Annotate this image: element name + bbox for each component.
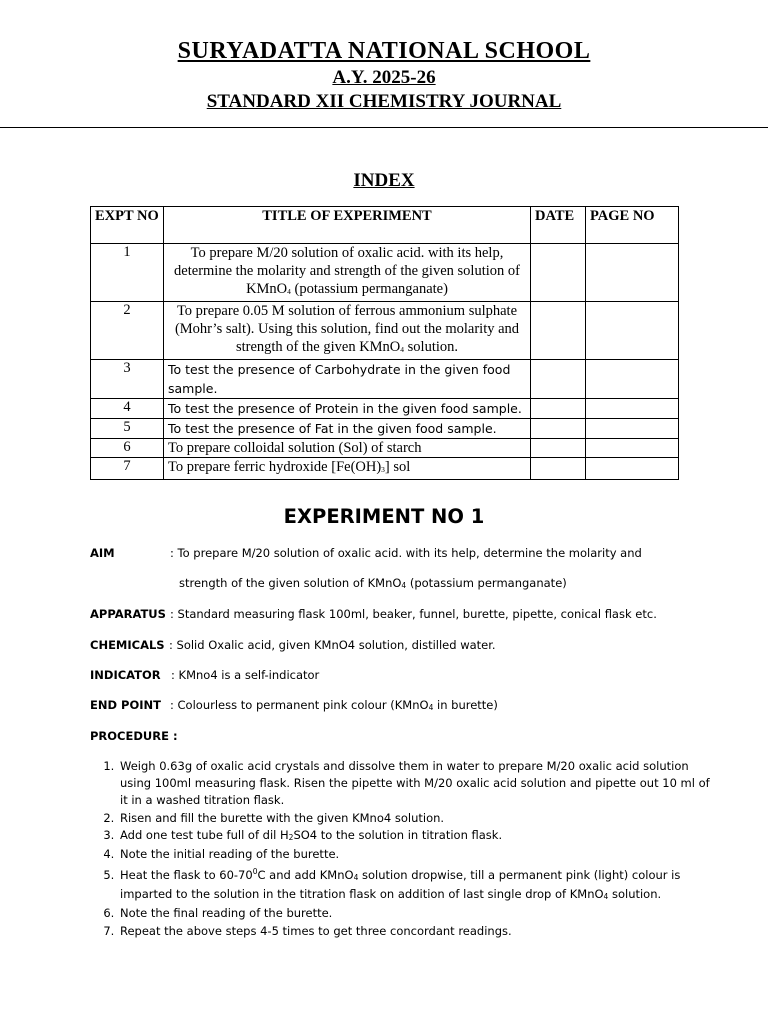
- expt-page: [586, 360, 679, 399]
- table-row: [91, 244, 679, 302]
- table-row: [91, 399, 679, 419]
- procedure-steps: [90, 758, 718, 940]
- expt-title: To prepare ferric hydroxide $[Fe(OH)_3]$ sol: [164, 458, 531, 480]
- chemicals-label: CHEMICALS: [90, 638, 165, 652]
- procedure-step: 7. Repeat the above steps 4-5 times to get three concordant readings.: [118, 923, 718, 940]
- procedure-step: 5. Heat the flask to $60-70^0C$ and add KMnO$_4$ solution dropwise, till a permanent pink (light) colour is imparted to the solution in the titration flask on addition of last single drop of KMnO$_4$ solution.: [118, 863, 718, 905]
- procedure-step: 6. Note the final reading of the burette.: [118, 905, 718, 922]
- expt-date: [531, 439, 586, 458]
- expt-page: [586, 458, 679, 480]
- end-point-text: : Colourless to permanent pink colour (KMnO$_4$ in burette): [170, 698, 498, 712]
- table-row: [91, 360, 679, 399]
- aim-text-line1: : To prepare M/20 solution of oxalic acid. with its help, determine the molarity and: [170, 546, 642, 560]
- procedure-step: 4. Note the initial reading of the burette.: [118, 846, 718, 863]
- end-point-label: END POINT: [90, 698, 161, 712]
- table-row: [91, 439, 679, 458]
- journal-title: STANDARD XII CHEMISTRY JOURNAL: [206, 91, 562, 112]
- procedure-step: 1. Weigh 0.63g of oxalic acid crystals and dissolve them in water to prepare M/20 oxalic acid solution using 100ml measuring flask. Risen the pipette with M/20 oxalic acid solution and pipette out 10 ml of it in a washed titration flask.: [118, 758, 718, 810]
- column-header-date: DATE: [531, 207, 586, 244]
- header-divider: [0, 127, 768, 128]
- expt-date: [531, 458, 586, 480]
- academic-year: A.Y. 2025-26: [332, 67, 436, 88]
- expt-no: 2: [91, 302, 164, 360]
- chemicals-text: : Solid Oxalic acid, given KMnO4 solution, distilled water.: [169, 638, 496, 652]
- expt-date: [531, 399, 586, 419]
- column-header-title: TITLE OF EXPERIMENT: [164, 207, 531, 244]
- column-header-page-no: PAGE NO: [586, 207, 679, 244]
- expt-date: [531, 302, 586, 360]
- procedure-label: PROCEDURE :: [90, 729, 178, 743]
- aim-text-line2: strength of the given solution of KMnO$_4$ (potassium permanganate): [179, 576, 567, 590]
- table-row: [91, 419, 679, 439]
- expt-no: 7: [91, 458, 164, 480]
- indicator-label: INDICATOR: [90, 668, 161, 682]
- procedure-step: 2. Risen and fill the burette with the given KMno4 solution.: [118, 810, 718, 827]
- expt-no: 5: [91, 419, 164, 439]
- expt-no: 3: [91, 360, 164, 399]
- expt-no: 6: [91, 439, 164, 458]
- expt-title: To prepare colloidal solution (Sol) of starch: [164, 439, 531, 458]
- expt-date: [531, 419, 586, 439]
- expt-title: To prepare 0.05 M solution of ferrous ammonium sulphate (Mohr’s salt). Using this solution, find out the molarity and strength of the given KMnO$_4$ solution.: [164, 302, 531, 360]
- expt-title: To test the presence of Protein in the given food sample.: [164, 399, 531, 419]
- apparatus-label: APPARATUS: [90, 607, 166, 621]
- experiment-title: EXPERIMENT NO 1: [283, 505, 485, 528]
- expt-page: [586, 419, 679, 439]
- school-name: SURYADATTA NATIONAL SCHOOL: [177, 38, 591, 64]
- expt-page: [586, 302, 679, 360]
- table-row: [91, 302, 679, 360]
- index-heading: INDEX: [353, 170, 415, 191]
- apparatus-text: : Standard measuring flask 100ml, beaker, funnel, burette, pipette, conical flask etc.: [170, 607, 657, 621]
- expt-date: [531, 244, 586, 302]
- expt-no: 1: [91, 244, 164, 302]
- index-table: [90, 206, 679, 480]
- expt-no: 4: [91, 399, 164, 419]
- index-header-row: [91, 207, 679, 244]
- expt-title: To prepare M/20 solution of oxalic acid. with its help, determine the molarity and strength of the given solution of KMnO$_4$ (potassium permanganate): [164, 244, 531, 302]
- procedure-step: 3. Add one test tube full of dil $H_2SO4$ to the solution in titration flask.: [118, 827, 718, 846]
- column-header-expt-no: EXPT NO: [91, 207, 164, 244]
- indicator-text: : KMno4 is a self-indicator: [171, 668, 320, 682]
- expt-page: [586, 244, 679, 302]
- expt-title: To test the presence of Carbohydrate in the given food sample.: [164, 360, 531, 399]
- expt-page: [586, 439, 679, 458]
- aim-label: AIM: [90, 546, 115, 560]
- expt-page: [586, 399, 679, 419]
- expt-date: [531, 360, 586, 399]
- table-row: [91, 458, 679, 480]
- expt-title: To test the presence of Fat in the given food sample.: [164, 419, 531, 439]
